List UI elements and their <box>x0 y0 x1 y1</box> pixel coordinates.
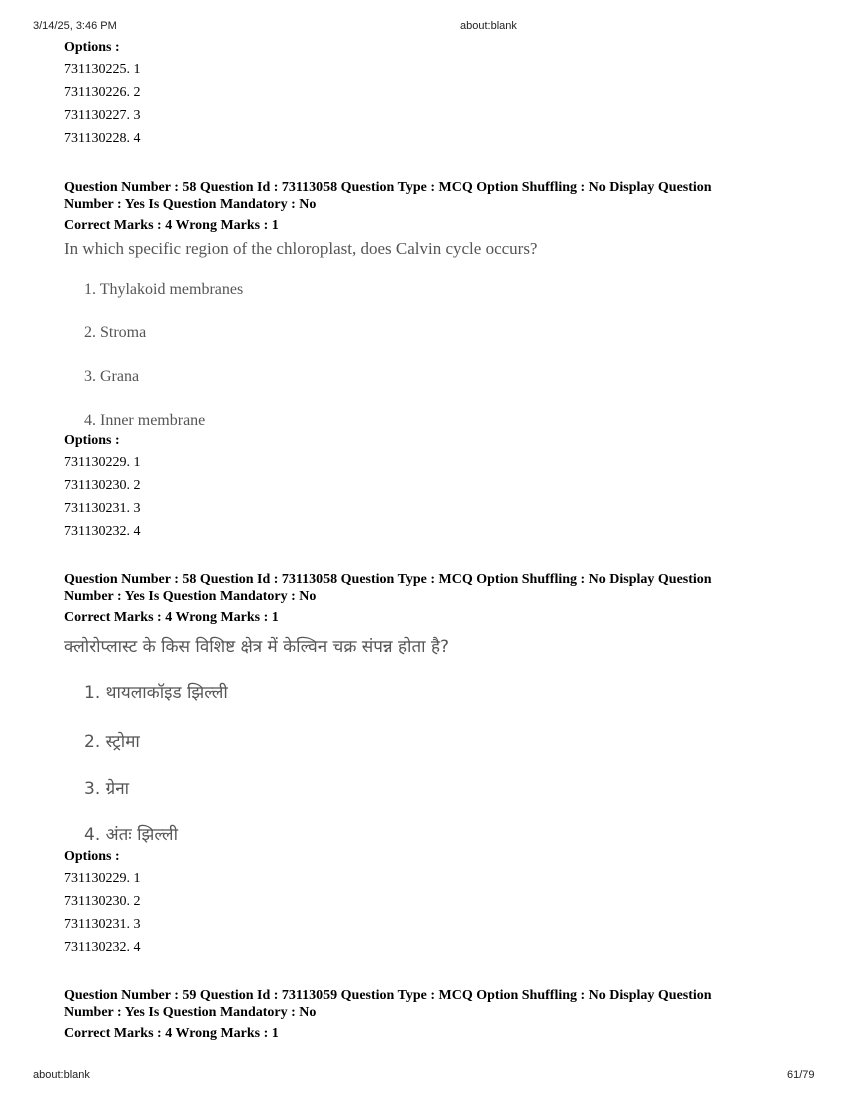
option-id: 731130228. 4 <box>64 131 141 146</box>
question-meta-line2: Number : Yes Is Question Mandatory : No <box>64 1005 317 1020</box>
print-title: about:blank <box>460 20 517 32</box>
option-id: 731130225. 1 <box>64 62 141 77</box>
option-id: 731130229. 1 <box>64 455 141 470</box>
option-id: 731130230. 2 <box>64 894 141 909</box>
answer-choice: 2. स्ट्रोमा <box>84 732 140 752</box>
question-text: क्लोरोप्लास्ट के किस विशिष्ट क्षेत्र में केल्विन चक्र संपन्न होता है? <box>64 637 450 657</box>
options-label: Options : <box>64 849 120 864</box>
answer-choice: 3. ग्रेना <box>84 779 130 799</box>
option-id: 731130232. 4 <box>64 940 141 955</box>
option-id: 731130226. 2 <box>64 85 141 100</box>
answer-choice: 1. थायलाकॉइड झिल्ली <box>84 683 228 703</box>
answer-choice: 1. Thylakoid membranes <box>84 281 244 298</box>
option-id: 731130232. 4 <box>64 524 141 539</box>
question-meta-line1: Question Number : 59 Question Id : 73113059 Question Type : MCQ Option Shuffling : No Display Question <box>64 988 712 1003</box>
question-meta-line2: Number : Yes Is Question Mandatory : No <box>64 197 317 212</box>
question-marks: Correct Marks : 4 Wrong Marks : 1 <box>64 218 279 233</box>
question-text: In which specific region of the chloroplast, does Calvin cycle occurs? <box>64 239 538 258</box>
option-id: 731130227. 3 <box>64 108 141 123</box>
option-id: 731130231. 3 <box>64 501 141 516</box>
option-id: 731130231. 3 <box>64 917 141 932</box>
answer-choice: 3. Grana <box>84 368 140 385</box>
question-marks: Correct Marks : 4 Wrong Marks : 1 <box>64 610 279 625</box>
options-label: Options : <box>64 40 120 55</box>
options-label: Options : <box>64 433 120 448</box>
answer-choice: 4. अंतः झिल्ली <box>84 825 178 845</box>
option-id: 731130229. 1 <box>64 871 141 886</box>
answer-choice: 4. Inner membrane <box>84 412 206 429</box>
answer-choice: 2. Stroma <box>84 324 147 341</box>
question-meta-line2: Number : Yes Is Question Mandatory : No <box>64 589 317 604</box>
page-number: 61/79 <box>787 1069 815 1081</box>
option-id: 731130230. 2 <box>64 478 141 493</box>
question-marks: Correct Marks : 4 Wrong Marks : 1 <box>64 1026 279 1041</box>
print-datetime: 3/14/25, 3:46 PM <box>33 20 117 32</box>
print-footer-url: about:blank <box>33 1069 90 1081</box>
question-meta-line1: Question Number : 58 Question Id : 73113058 Question Type : MCQ Option Shuffling : No Display Question <box>64 572 712 587</box>
question-meta-line1: Question Number : 58 Question Id : 73113058 Question Type : MCQ Option Shuffling : No Display Question <box>64 180 712 195</box>
